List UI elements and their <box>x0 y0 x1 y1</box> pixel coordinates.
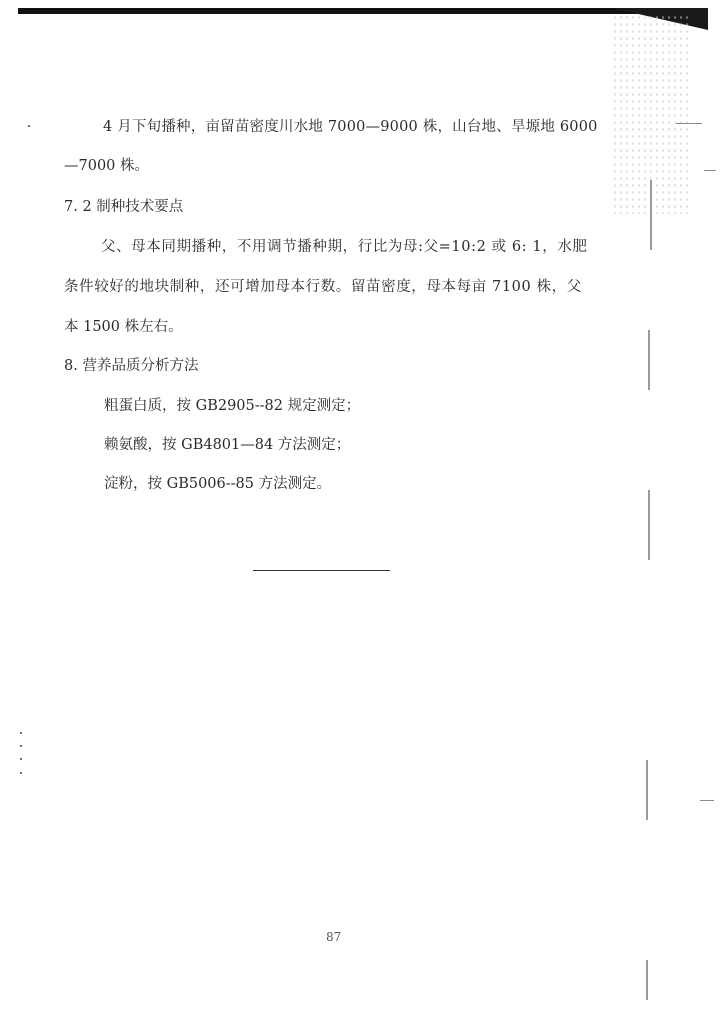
method-starch: 淀粉，按 GB5006--85 方法测定。 <box>104 476 332 492</box>
scan-margin-dot <box>20 758 22 760</box>
paragraph-seed-production-cont: 条件较好的地块制种，还可增加母本行数。留苗密度，母本每亩 7100 株，父 <box>64 279 582 295</box>
scan-edge-mark <box>650 180 652 250</box>
scan-margin-dot <box>20 745 22 747</box>
scan-margin-dot <box>20 772 22 774</box>
scan-edge-mark <box>646 960 648 1000</box>
scan-margin-dot <box>28 125 30 127</box>
paragraph-seed-production: 父、母本同期播种，不用调节播种期，行比为母:父=10:2 或 6: 1，水肥 <box>101 239 588 255</box>
section-heading-seed-production: 7. 2 制种技术要点 <box>64 199 184 215</box>
paragraph-sowing-density: 4 月下旬播种，亩留苗密度川水地 7000—9000 株，山台地、旱塬地 6000 <box>103 119 598 135</box>
scan-edge-dash <box>676 123 702 124</box>
scan-edge-dash <box>700 800 714 801</box>
scan-margin-dot <box>20 732 22 734</box>
paragraph-sowing-density-cont: —7000 株。 <box>64 158 150 174</box>
method-lysine: 赖氨酸，按 GB4801—84 方法测定； <box>104 437 351 453</box>
end-rule <box>253 570 390 571</box>
paragraph-seed-production-end: 本 1500 株左右。 <box>64 319 183 335</box>
scan-edge-mark <box>648 330 650 390</box>
scan-edge-dash <box>704 170 716 171</box>
section-heading-nutrition-analysis: 8. 营养品质分析方法 <box>64 358 199 374</box>
scan-edge-mark <box>648 490 650 560</box>
scan-edge-mark <box>646 760 648 820</box>
page-number: 87 <box>326 930 342 944</box>
method-crude-protein: 粗蛋白质，按 GB2905--82 规定测定； <box>104 398 361 414</box>
